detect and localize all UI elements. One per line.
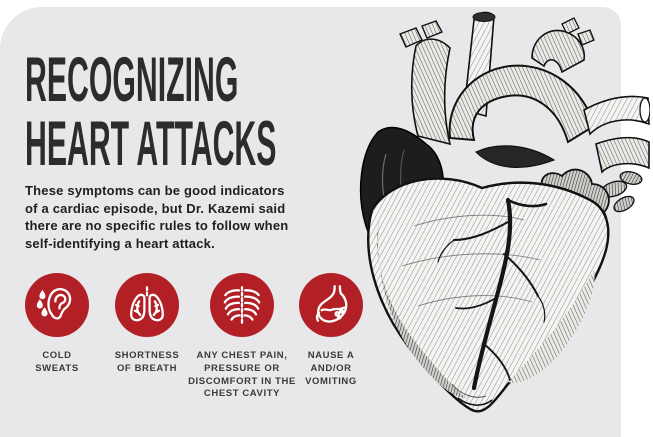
intro-line: self-identifying a heart attack. (25, 235, 215, 251)
symptom-circle-shortness-of-breath (115, 273, 179, 337)
symptom-circle-chest-pain (210, 273, 274, 337)
label-line: NAUSE A (307, 350, 355, 361)
intro-line: of a cardiac episode, but Dr. Kazemi said (25, 200, 286, 216)
intro-paragraph (25, 182, 288, 252)
label-line: ANY CHEST PAIN, (196, 350, 288, 361)
label-line: AND/OR (310, 362, 352, 374)
symptom-circle-cold-sweats (25, 273, 89, 337)
label-line: PRESSURE OR (204, 362, 280, 374)
label-line: COLD (42, 350, 72, 361)
label-line: OF BREATH (116, 362, 178, 374)
intro-line: there are no specific rules to follow when (25, 218, 289, 234)
ribcage-icon (217, 280, 267, 330)
ear-sweat-icon (32, 280, 82, 330)
stomach-icon (306, 280, 356, 330)
title-line-1: RECOGNIZING (25, 45, 239, 115)
label-line: DISCOMFORT IN THE (188, 375, 296, 387)
heart-ventricle-body (368, 179, 608, 412)
intro-line: These symptoms can be good indicators (25, 183, 285, 198)
lungs-icon (122, 280, 172, 330)
heart-pulmonary-hollow (476, 146, 554, 167)
label-line: SWEATS (35, 362, 79, 374)
label-line: CHEST CAVITY (203, 388, 281, 400)
title-line-2: HEART ATTACKS (25, 109, 277, 179)
symptom-circle-nausea (299, 273, 363, 337)
label-line: SHORTNESS (114, 350, 180, 361)
anatomical-heart-illustration (356, 4, 650, 430)
label-line: VOMITING (305, 375, 357, 387)
